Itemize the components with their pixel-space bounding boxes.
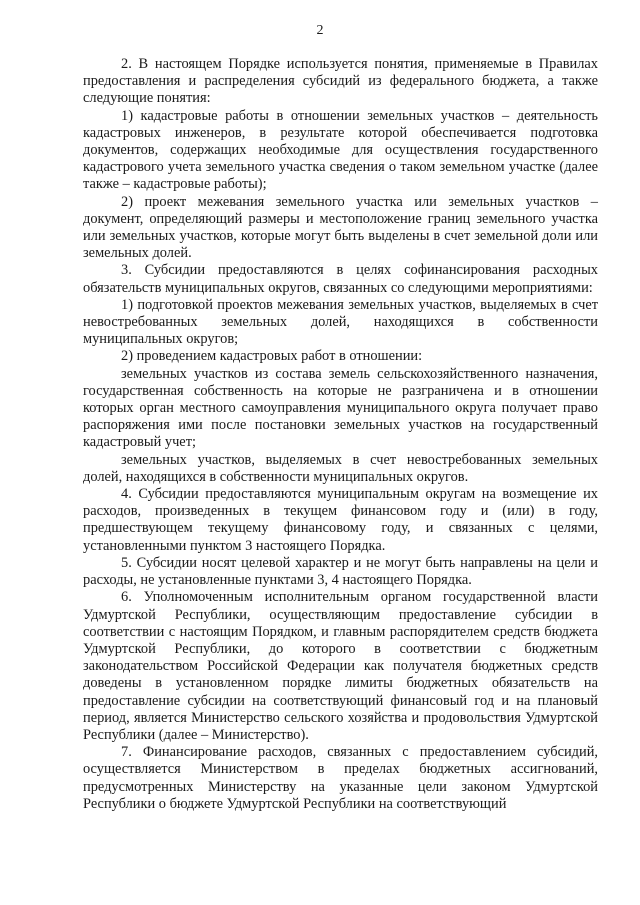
paragraph-3-item-1: 1) подготовкой проектов межевания земельных участков, выделяемых в счет невостребованных земельных долей, находящихся в собственности муниципальных округов; [83, 296, 598, 348]
paragraph-4: 4. Субсидии предоставляются муниципальным округам на возмещение их расходов, произведенных в текущем финансовом году и (или) в году, предшествующем текущему финансовому году, и связанных с целями, установленными пунктом 3 настоящего Порядка. [83, 486, 598, 554]
page-number: 2 [316, 23, 324, 38]
paragraph-6: 6. Уполномоченным исполнительным органом государственной власти Удмуртской Республики, осуществляющим предоставление субсидии в соответствии с настоящим Порядком, и главным распорядителем средств бюджета Удмуртской Республики, до которого в соответствии с бюджетным законодательством Российской Федерации как получателя бюджетных средств доведены в установленном порядке лимиты бюджетных обязательств на предоставление субсидии на соответствующий финансовый год и на плановый период, является Министерство сельского хозяйства и продовольствия Удмуртской Республики (далее – Министерство). [83, 589, 598, 743]
paragraph-5: 5. Субсидии носят целевой характер и не могут быть направлены на цели и расходы, не установленные пунктами 3, 4 настоящего Порядка. [83, 554, 598, 589]
paragraph-3-item-2: 2) проведением кадастровых работ в отношении: [121, 348, 423, 365]
paragraph-7: 7. Финансирование расходов, связанных с предоставлением субсидий, осуществляется Министерством в пределах бюджетных ассигнований, предусмотренных Министерству на указанные цели законом Удмуртской Республики о бюджете Удмуртской Республики на соответствующий [83, 744, 598, 812]
paragraph-3: 3. Субсидии предоставляются в целях софинансирования расходных обязательств муниципальных округов, связанных со следующими мероприятиями: [83, 262, 598, 296]
paragraph-2-item-2: 2) проект межевания земельного участка или земельных участков – документ, определяющий размеры и местоположение границ земельного участка или земельных участков, которые могут быть выделены в счет земельной доли или земельных долей. [83, 193, 598, 262]
paragraph-2: 2. В настоящем Порядке используется понятия, применяемые в Правилах предоставления и распределения субсидий из федерального бюджета, а также следующие понятия: [83, 56, 598, 107]
paragraph-3-item-2-sub-2: земельных участков, выделяемых в счет невостребованных земельных долей, находящихся в собственности муниципальных округов. [83, 451, 598, 485]
paragraph-3-item-2-sub-1: земельных участков из состава земель сельскохозяйственного назначения, государственная собственность на которые не разграничена и в отношении которых орган местного самоуправления муниципального округа получает право распоряжения ими после постановки земельных участков на государственный кадастровый учет; [83, 365, 598, 451]
paragraph-2-item-1: 1) кадастровые работы в отношении земельных участков – деятельность кадастровых инженеров, в результате которой обеспечивается подготовка документов, содержащих необходимые для осуществления государственного кадастрового учета земельного участка сведения о таком земельном участке (далее также – кадастровые работы); [83, 107, 598, 193]
document-body [83, 56, 598, 813]
